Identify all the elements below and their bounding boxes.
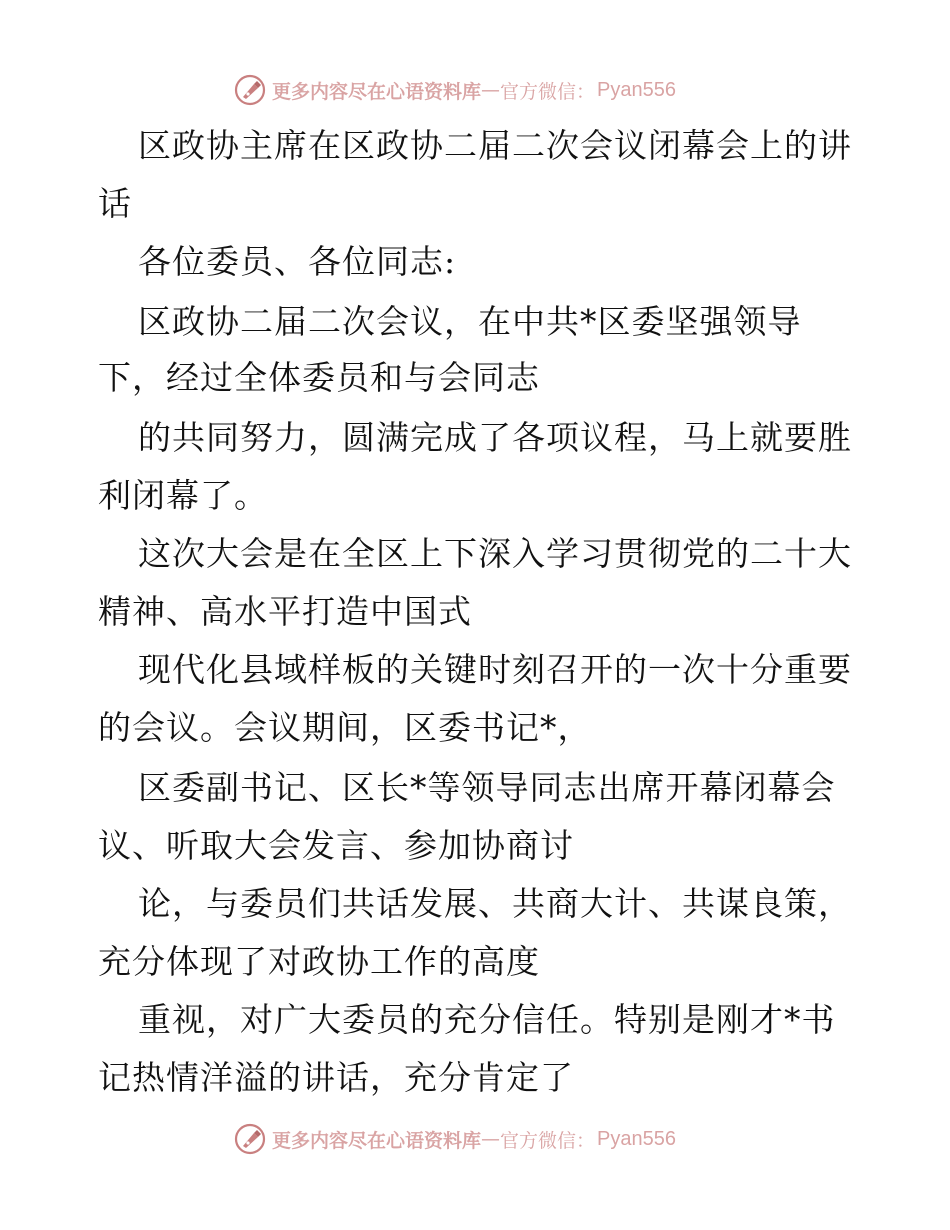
text-line: 这次大会是在全区上下深入学习贯彻党的二十大: [138, 534, 852, 573]
watermark-wechat-id: Pyan556: [597, 78, 676, 101]
text-line: 利闭幕了。: [98, 476, 268, 515]
watermark-banner-top: [234, 72, 676, 108]
greeting-line: 各位委员、各位同志:: [138, 242, 457, 281]
watermark-separator: —: [481, 1128, 501, 1150]
watermark-wechat-label: 官方微信：: [500, 1129, 596, 1152]
watermark-main-text: 更多内容尽在心语资料库: [272, 80, 482, 103]
text-line: 论，与委员们共话发展、共商大计、共谋良策，: [138, 884, 852, 923]
watermark-wechat-label: 官方微信：: [500, 80, 596, 103]
pen-nib-logo-icon: [234, 1123, 266, 1155]
text-line: 的共同努力，圆满完成了各项议程，马上就要胜: [138, 418, 852, 457]
text-line: 区委副书记、区长*等领导同志出席开幕闭幕会: [138, 768, 836, 807]
text-line: 的会议。会议期间，区委书记*，: [98, 708, 592, 747]
text-line: 话: [98, 184, 132, 223]
text-line: 重视，对广大委员的充分信任。特别是刚才*书: [138, 1000, 836, 1039]
watermark-wechat-id: Pyan556: [597, 1127, 676, 1150]
text-line: 现代化县域样板的关键时刻召开的一次十分重要: [138, 650, 852, 689]
text-line: 充分体现了对政协工作的高度: [98, 942, 540, 981]
text-line: 议、听取大会发言、参加协商讨: [98, 826, 574, 865]
text-line: 区政协二届二次会议，在中共*区委坚强领导: [138, 302, 802, 341]
text-line: 记热情洋溢的讲话，充分肯定了: [98, 1058, 574, 1097]
pen-nib-logo-icon: [234, 74, 266, 106]
text-line: 下，经过全体委员和与会同志: [98, 358, 540, 397]
watermark-banner-bottom: [234, 1121, 676, 1157]
text-line: 精神、高水平打造中国式: [98, 592, 472, 631]
watermark-main-text: 更多内容尽在心语资料库: [272, 1129, 482, 1152]
watermark-separator: —: [481, 79, 501, 101]
text-line: 区政协主席在区政协二届二次会议闭幕会上的讲: [138, 126, 852, 165]
